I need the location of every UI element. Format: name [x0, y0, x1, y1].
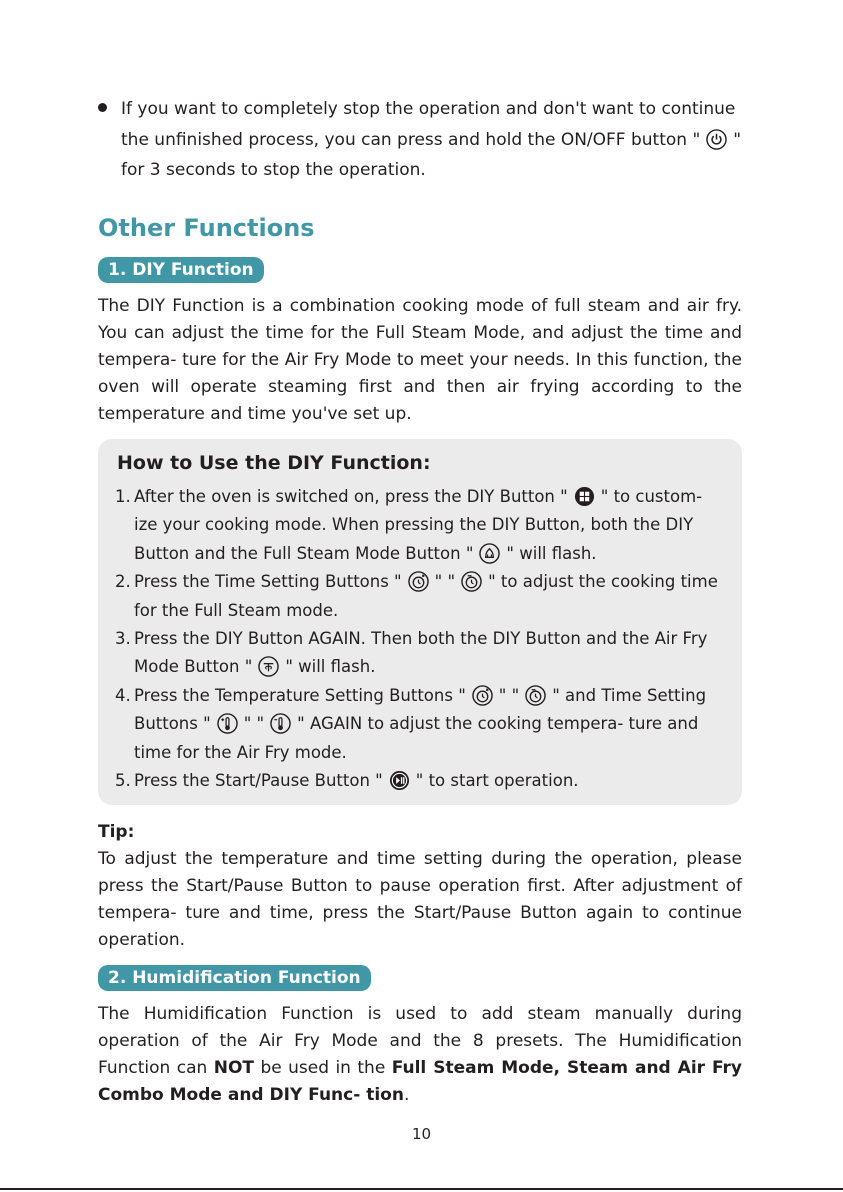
stop-note-line1: If you want to completely stop the operation and don't want to continue [121, 99, 736, 119]
diy-heading: 1. DIY Function [98, 257, 264, 283]
step-text: " to custom- ize your cooking mode. When pressing the DIY Button, both the DIY Button and the Full Steam Mode Button " [134, 487, 703, 563]
step-number: 5. [115, 771, 131, 791]
stop-note-line2 [121, 127, 761, 154]
step-number: 4. [115, 685, 131, 705]
howto-panel [98, 439, 742, 805]
howto-title: How to Use the DIY Function: [117, 452, 431, 474]
stop-note-text: " [733, 130, 742, 150]
step-text: " AGAIN to adjust the cooking tempera- ture and time for the Air Fry mode. [134, 714, 699, 762]
time-up-icon [472, 685, 493, 706]
page-number: 10 [411, 1125, 432, 1143]
step-text: Press the DIY Button AGAIN. Then both the DIY Button and the Air Fry Mode Button " [134, 629, 708, 677]
tip-label: Tip: [98, 822, 135, 842]
humid-emphasis-modes: Full Steam Mode, Steam and Air Fry Combo Mode and DIY Func- tion [98, 1058, 742, 1105]
step-text: " will flash. [285, 657, 376, 677]
step-text: After the oven is switched on, press the DIY Button " [134, 487, 568, 506]
step-text: " " [243, 714, 265, 734]
humid-emphasis-not: NOT [213, 1058, 255, 1078]
humidification-paragraph [98, 1001, 742, 1109]
humidification-heading: 2. Humidification Function [98, 965, 371, 991]
stop-note-text: the unfinished process, you can press and hold the ON/OFF button " [121, 130, 701, 150]
step-number: 3. [115, 629, 131, 649]
humid-text: The Humidification Function is used to add steam manually during operation of the Air Fry Mode and the 8 presets. The Humidification Function can [98, 1004, 742, 1078]
step-text: " " [434, 572, 456, 592]
step-number: 1. [115, 487, 131, 506]
power-icon [706, 129, 727, 150]
step-2 [115, 568, 720, 625]
full-steam-icon [479, 543, 500, 564]
step-text: Press the Start/Pause Button " [134, 771, 383, 791]
howto-steps [115, 483, 720, 795]
diy-icon [574, 486, 595, 507]
step-text: Press the Temperature Setting Buttons " [134, 685, 466, 705]
stop-note [121, 96, 761, 184]
step-text: " will flash. [506, 543, 597, 563]
step-text: Press the Time Setting Buttons " [134, 572, 402, 592]
section-title: Other Functions [98, 214, 315, 242]
humid-text: be used in the [260, 1058, 386, 1078]
tip-text: To adjust the temperature and time setting during the operation, please press the Start/Pause Button to pause operation first. After adjustment of tempera- ture and time, press the Start/Pause Button again to continue operation. [98, 849, 742, 950]
time-up-icon [408, 571, 429, 592]
stop-note-line3: for 3 seconds to stop the operation. [121, 160, 426, 180]
diy-paragraph: The DIY Function is a combination cooking mode of full steam and air fry. You can adjust the time for the Full Steam Mode, and adjust the time and tempera- ture for the Air Fry Mode to meet your needs. In this function, the oven will operate steaming first and then air frying according to the temperature and time you've set up. [98, 296, 742, 424]
step-3 [115, 625, 720, 682]
bottom-rule [0, 1188, 843, 1190]
step-1 [115, 483, 720, 568]
start-pause-icon [389, 770, 410, 791]
temp-down-icon [270, 713, 291, 734]
temp-up-icon [217, 713, 238, 734]
step-4 [115, 682, 720, 767]
step-text: " and Time Setting Buttons " [134, 685, 707, 734]
time-down-icon [525, 685, 546, 706]
step-text: " to adjust the cooking time for the Full Steam mode. [134, 572, 718, 620]
air-fry-icon [258, 656, 279, 677]
step-text: " " [498, 685, 520, 705]
step-text: " to start operation. [415, 771, 579, 791]
step-5 [115, 767, 720, 795]
step-number: 2. [115, 572, 131, 592]
humid-text: . [403, 1085, 410, 1105]
bullet-dot [98, 103, 107, 112]
time-down-icon [461, 571, 482, 592]
